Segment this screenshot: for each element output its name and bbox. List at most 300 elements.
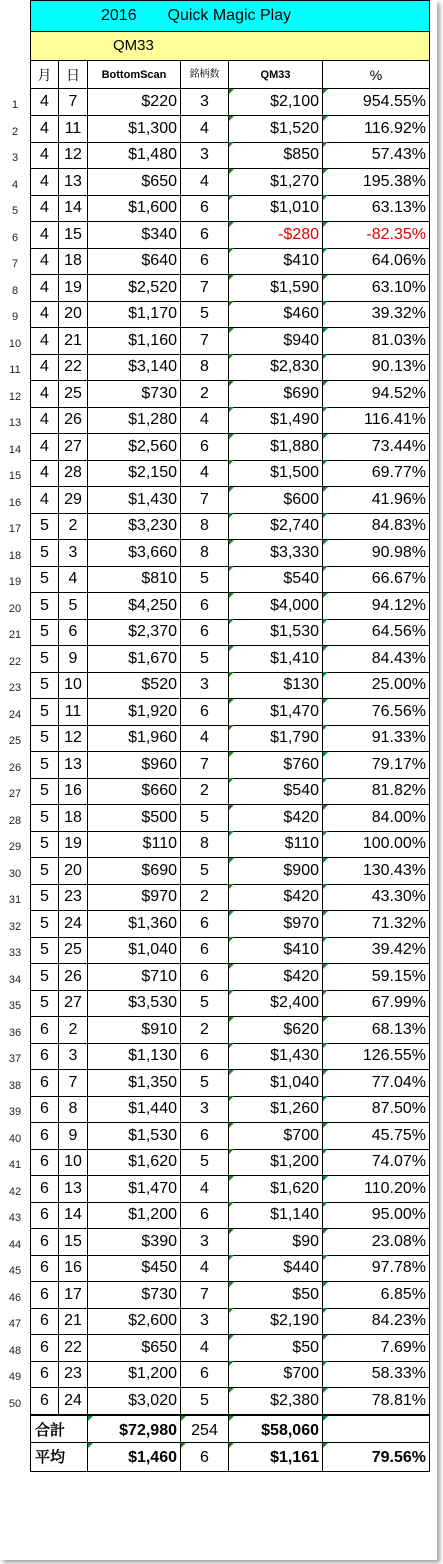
cell-percent[interactable]: 74.07% bbox=[323, 1149, 430, 1176]
cell-bottomscan[interactable]: $690 bbox=[88, 858, 181, 885]
cell-percent[interactable]: 58.33% bbox=[323, 1361, 430, 1388]
cell-bottomscan[interactable]: $640 bbox=[88, 248, 181, 275]
cell-count[interactable]: 7 bbox=[181, 752, 229, 779]
total-row-qm33[interactable]: $58,060 bbox=[229, 1414, 323, 1443]
column-header-bottomscan[interactable]: BottomScan bbox=[88, 61, 181, 89]
cell-percent[interactable]: 39.32% bbox=[323, 301, 430, 328]
cell-qm33[interactable]: $1,430 bbox=[229, 1043, 323, 1070]
cell-month[interactable]: 4 bbox=[30, 460, 59, 487]
cell-qm33[interactable]: $2,380 bbox=[229, 1388, 323, 1415]
cell-day[interactable]: 17 bbox=[59, 1282, 88, 1309]
cell-day[interactable]: 20 bbox=[59, 301, 88, 328]
cell-count[interactable]: 7 bbox=[181, 487, 229, 514]
cell-count[interactable]: 6 bbox=[181, 1123, 229, 1150]
cell-percent[interactable]: 79.17% bbox=[323, 752, 430, 779]
column-header-day[interactable]: 日 bbox=[59, 61, 88, 89]
cell-count[interactable]: 5 bbox=[181, 1149, 229, 1176]
cell-month[interactable]: 5 bbox=[30, 619, 59, 646]
cell-month[interactable]: 4 bbox=[30, 354, 59, 381]
cell-month[interactable]: 6 bbox=[30, 1043, 59, 1070]
cell-bottomscan[interactable]: $970 bbox=[88, 884, 181, 911]
cell-qm33[interactable]: $4,000 bbox=[229, 593, 323, 620]
cell-bottomscan[interactable]: $1,480 bbox=[88, 142, 181, 169]
cell-qm33[interactable]: $1,520 bbox=[229, 116, 323, 143]
cell-percent[interactable]: 95.00% bbox=[323, 1202, 430, 1229]
cell-bottomscan[interactable]: $450 bbox=[88, 1255, 181, 1282]
average-row-label[interactable]: 平均 bbox=[30, 1443, 88, 1472]
cell-qm33[interactable]: $850 bbox=[229, 142, 323, 169]
cell-bottomscan[interactable]: $2,520 bbox=[88, 275, 181, 302]
cell-bottomscan[interactable]: $1,360 bbox=[88, 911, 181, 938]
cell-count[interactable]: 3 bbox=[181, 142, 229, 169]
cell-qm33[interactable]: $1,010 bbox=[229, 195, 323, 222]
cell-bottomscan[interactable]: $810 bbox=[88, 566, 181, 593]
column-header-qm33[interactable]: QM33 bbox=[229, 61, 323, 89]
cell-percent[interactable]: 100.00% bbox=[323, 831, 430, 858]
cell-day[interactable]: 7 bbox=[59, 1070, 88, 1097]
cell-bottomscan[interactable]: $1,530 bbox=[88, 1123, 181, 1150]
cell-count[interactable]: 6 bbox=[181, 195, 229, 222]
cell-day[interactable]: 27 bbox=[59, 990, 88, 1017]
cell-day[interactable]: 10 bbox=[59, 1149, 88, 1176]
cell-month[interactable]: 6 bbox=[30, 1335, 59, 1362]
cell-day[interactable]: 16 bbox=[59, 1255, 88, 1282]
cell-count[interactable]: 6 bbox=[181, 222, 229, 249]
cell-qm33[interactable]: $2,830 bbox=[229, 354, 323, 381]
cell-month[interactable]: 4 bbox=[30, 407, 59, 434]
cell-month[interactable]: 5 bbox=[30, 566, 59, 593]
cell-count[interactable]: 5 bbox=[181, 990, 229, 1017]
cell-month[interactable]: 5 bbox=[30, 805, 59, 832]
cell-month[interactable]: 5 bbox=[30, 593, 59, 620]
cell-day[interactable]: 3 bbox=[59, 1043, 88, 1070]
cell-count[interactable]: 8 bbox=[181, 354, 229, 381]
cell-month[interactable]: 5 bbox=[30, 513, 59, 540]
cell-qm33[interactable]: $1,140 bbox=[229, 1202, 323, 1229]
cell-day[interactable]: 19 bbox=[59, 831, 88, 858]
cell-month[interactable]: 6 bbox=[30, 1017, 59, 1044]
cell-day[interactable]: 15 bbox=[59, 222, 88, 249]
cell-day[interactable]: 16 bbox=[59, 778, 88, 805]
cell-bottomscan[interactable]: $2,150 bbox=[88, 460, 181, 487]
cell-qm33[interactable]: $50 bbox=[229, 1282, 323, 1309]
cell-month[interactable]: 4 bbox=[30, 142, 59, 169]
cell-month[interactable]: 4 bbox=[30, 248, 59, 275]
cell-day[interactable]: 22 bbox=[59, 1335, 88, 1362]
cell-count[interactable]: 3 bbox=[181, 1308, 229, 1335]
cell-count[interactable]: 5 bbox=[181, 1070, 229, 1097]
cell-bottomscan[interactable]: $220 bbox=[88, 89, 181, 116]
cell-count[interactable]: 8 bbox=[181, 831, 229, 858]
cell-day[interactable]: 2 bbox=[59, 513, 88, 540]
cell-bottomscan[interactable]: $730 bbox=[88, 1282, 181, 1309]
column-header-percent[interactable]: % bbox=[323, 61, 430, 89]
cell-percent[interactable]: 68.13% bbox=[323, 1017, 430, 1044]
cell-qm33[interactable]: $90 bbox=[229, 1229, 323, 1256]
cell-count[interactable]: 6 bbox=[181, 964, 229, 991]
cell-day[interactable]: 26 bbox=[59, 964, 88, 991]
cell-percent[interactable]: 84.00% bbox=[323, 805, 430, 832]
cell-bottomscan[interactable]: $2,370 bbox=[88, 619, 181, 646]
cell-bottomscan[interactable]: $1,160 bbox=[88, 328, 181, 355]
cell-day[interactable]: 23 bbox=[59, 884, 88, 911]
cell-day[interactable]: 7 bbox=[59, 89, 88, 116]
cell-percent[interactable]: 110.20% bbox=[323, 1176, 430, 1203]
cell-day[interactable]: 6 bbox=[59, 619, 88, 646]
cell-percent[interactable]: 77.04% bbox=[323, 1070, 430, 1097]
cell-day[interactable]: 2 bbox=[59, 1017, 88, 1044]
cell-count[interactable]: 2 bbox=[181, 1017, 229, 1044]
cell-month[interactable]: 4 bbox=[30, 169, 59, 196]
cell-month[interactable]: 5 bbox=[30, 884, 59, 911]
cell-count[interactable]: 6 bbox=[181, 434, 229, 461]
cell-percent[interactable]: 84.43% bbox=[323, 646, 430, 673]
cell-bottomscan[interactable]: $1,670 bbox=[88, 646, 181, 673]
cell-percent[interactable]: 78.81% bbox=[323, 1388, 430, 1415]
cell-percent[interactable]: 41.96% bbox=[323, 487, 430, 514]
cell-count[interactable]: 5 bbox=[181, 805, 229, 832]
cell-qm33[interactable]: $540 bbox=[229, 778, 323, 805]
cell-bottomscan[interactable]: $3,660 bbox=[88, 540, 181, 567]
cell-percent[interactable]: 116.92% bbox=[323, 116, 430, 143]
cell-qm33[interactable]: $460 bbox=[229, 301, 323, 328]
cell-month[interactable]: 5 bbox=[30, 646, 59, 673]
cell-percent[interactable]: 94.52% bbox=[323, 381, 430, 408]
cell-day[interactable]: 10 bbox=[59, 672, 88, 699]
cell-count[interactable]: 2 bbox=[181, 381, 229, 408]
cell-month[interactable]: 4 bbox=[30, 381, 59, 408]
cell-qm33[interactable]: $2,400 bbox=[229, 990, 323, 1017]
cell-month[interactable]: 5 bbox=[30, 725, 59, 752]
cell-bottomscan[interactable]: $1,920 bbox=[88, 699, 181, 726]
cell-bottomscan[interactable]: $4,250 bbox=[88, 593, 181, 620]
cell-qm33[interactable]: $600 bbox=[229, 487, 323, 514]
cell-day[interactable]: 25 bbox=[59, 937, 88, 964]
cell-day[interactable]: 8 bbox=[59, 1096, 88, 1123]
cell-percent[interactable]: 66.67% bbox=[323, 566, 430, 593]
cell-count[interactable]: 3 bbox=[181, 1229, 229, 1256]
cell-day[interactable]: 21 bbox=[59, 328, 88, 355]
cell-count[interactable]: 5 bbox=[181, 646, 229, 673]
cell-count[interactable]: 4 bbox=[181, 1335, 229, 1362]
cell-count[interactable]: 6 bbox=[181, 619, 229, 646]
cell-qm33[interactable]: $700 bbox=[229, 1361, 323, 1388]
cell-qm33[interactable]: $1,040 bbox=[229, 1070, 323, 1097]
cell-month[interactable]: 4 bbox=[30, 275, 59, 302]
cell-count[interactable]: 3 bbox=[181, 1096, 229, 1123]
cell-qm33[interactable]: $1,790 bbox=[229, 725, 323, 752]
cell-bottomscan[interactable]: $650 bbox=[88, 169, 181, 196]
cell-count[interactable]: 5 bbox=[181, 566, 229, 593]
cell-qm33[interactable]: $690 bbox=[229, 381, 323, 408]
cell-percent[interactable]: 90.13% bbox=[323, 354, 430, 381]
cell-day[interactable]: 29 bbox=[59, 487, 88, 514]
cell-percent[interactable]: 7.69% bbox=[323, 1335, 430, 1362]
cell-count[interactable]: 5 bbox=[181, 301, 229, 328]
cell-day[interactable]: 5 bbox=[59, 593, 88, 620]
cell-month[interactable]: 4 bbox=[30, 195, 59, 222]
cell-month[interactable]: 6 bbox=[30, 1229, 59, 1256]
cell-qm33[interactable]: $3,330 bbox=[229, 540, 323, 567]
cell-count[interactable]: 4 bbox=[181, 460, 229, 487]
cell-month[interactable]: 5 bbox=[30, 964, 59, 991]
cell-qm33[interactable]: $2,740 bbox=[229, 513, 323, 540]
cell-qm33[interactable]: $1,590 bbox=[229, 275, 323, 302]
cell-bottomscan[interactable]: $520 bbox=[88, 672, 181, 699]
cell-qm33[interactable]: $1,620 bbox=[229, 1176, 323, 1203]
cell-month[interactable]: 6 bbox=[30, 1255, 59, 1282]
cell-day[interactable]: 13 bbox=[59, 752, 88, 779]
cell-qm33[interactable]: $420 bbox=[229, 884, 323, 911]
cell-month[interactable]: 4 bbox=[30, 301, 59, 328]
cell-qm33[interactable]: $760 bbox=[229, 752, 323, 779]
cell-percent[interactable]: 81.03% bbox=[323, 328, 430, 355]
cell-month[interactable]: 6 bbox=[30, 1202, 59, 1229]
cell-day[interactable]: 24 bbox=[59, 1388, 88, 1415]
cell-count[interactable]: 7 bbox=[181, 328, 229, 355]
cell-count[interactable]: 4 bbox=[181, 725, 229, 752]
cell-bottomscan[interactable]: $1,200 bbox=[88, 1202, 181, 1229]
cell-month[interactable]: 5 bbox=[30, 540, 59, 567]
cell-bottomscan[interactable]: $1,280 bbox=[88, 407, 181, 434]
cell-count[interactable]: 6 bbox=[181, 1361, 229, 1388]
cell-month[interactable]: 4 bbox=[30, 434, 59, 461]
cell-bottomscan[interactable]: $1,620 bbox=[88, 1149, 181, 1176]
cell-percent[interactable]: 6.85% bbox=[323, 1282, 430, 1309]
cell-qm33[interactable]: $440 bbox=[229, 1255, 323, 1282]
average-row-count[interactable]: 6 bbox=[181, 1443, 229, 1472]
cell-bottomscan[interactable]: $110 bbox=[88, 831, 181, 858]
cell-count[interactable]: 4 bbox=[181, 407, 229, 434]
cell-bottomscan[interactable]: $1,300 bbox=[88, 116, 181, 143]
column-header-month[interactable]: 月 bbox=[30, 61, 59, 89]
title-cell[interactable] bbox=[30, 0, 430, 32]
cell-qm33[interactable]: $1,410 bbox=[229, 646, 323, 673]
cell-bottomscan[interactable]: $1,130 bbox=[88, 1043, 181, 1070]
cell-percent[interactable]: 195.38% bbox=[323, 169, 430, 196]
cell-count[interactable]: 6 bbox=[181, 248, 229, 275]
cell-qm33[interactable]: $1,530 bbox=[229, 619, 323, 646]
cell-percent[interactable]: 94.12% bbox=[323, 593, 430, 620]
cell-qm33[interactable]: $2,100 bbox=[229, 89, 323, 116]
cell-day[interactable]: 27 bbox=[59, 434, 88, 461]
cell-day[interactable]: 20 bbox=[59, 858, 88, 885]
cell-bottomscan[interactable]: $1,350 bbox=[88, 1070, 181, 1097]
cell-month[interactable]: 4 bbox=[30, 116, 59, 143]
cell-bottomscan[interactable]: $1,960 bbox=[88, 725, 181, 752]
cell-count[interactable]: 8 bbox=[181, 540, 229, 567]
cell-count[interactable]: 5 bbox=[181, 858, 229, 885]
cell-month[interactable]: 6 bbox=[30, 1176, 59, 1203]
cell-count[interactable]: 2 bbox=[181, 778, 229, 805]
cell-percent[interactable]: 63.10% bbox=[323, 275, 430, 302]
cell-percent[interactable]: -82.35% bbox=[323, 222, 430, 249]
cell-qm33[interactable]: $420 bbox=[229, 964, 323, 991]
cell-percent[interactable]: 81.82% bbox=[323, 778, 430, 805]
cell-percent[interactable]: 23.08% bbox=[323, 1229, 430, 1256]
cell-bottomscan[interactable]: $1,600 bbox=[88, 195, 181, 222]
cell-percent[interactable]: 126.55% bbox=[323, 1043, 430, 1070]
cell-percent[interactable]: 76.56% bbox=[323, 699, 430, 726]
cell-bottomscan[interactable]: $3,230 bbox=[88, 513, 181, 540]
cell-percent[interactable]: 84.83% bbox=[323, 513, 430, 540]
cell-count[interactable]: 6 bbox=[181, 1043, 229, 1070]
cell-percent[interactable]: 43.30% bbox=[323, 884, 430, 911]
total-row-percent[interactable] bbox=[323, 1414, 430, 1443]
cell-month[interactable]: 6 bbox=[30, 1308, 59, 1335]
cell-count[interactable]: 5 bbox=[181, 1388, 229, 1415]
cell-month[interactable]: 4 bbox=[30, 487, 59, 514]
cell-percent[interactable]: 87.50% bbox=[323, 1096, 430, 1123]
cell-month[interactable]: 5 bbox=[30, 937, 59, 964]
cell-count[interactable]: 3 bbox=[181, 89, 229, 116]
subtitle-cell[interactable] bbox=[30, 32, 430, 61]
cell-percent[interactable]: 45.75% bbox=[323, 1123, 430, 1150]
cell-qm33[interactable]: $410 bbox=[229, 937, 323, 964]
cell-bottomscan[interactable]: $1,040 bbox=[88, 937, 181, 964]
cell-qm33[interactable]: $1,260 bbox=[229, 1096, 323, 1123]
cell-percent[interactable]: 84.23% bbox=[323, 1308, 430, 1335]
cell-count[interactable]: 4 bbox=[181, 1255, 229, 1282]
cell-bottomscan[interactable]: $1,470 bbox=[88, 1176, 181, 1203]
average-row-percent[interactable]: 79.56% bbox=[323, 1443, 430, 1472]
cell-month[interactable]: 6 bbox=[30, 1096, 59, 1123]
cell-qm33[interactable]: $940 bbox=[229, 328, 323, 355]
cell-day[interactable]: 13 bbox=[59, 169, 88, 196]
cell-qm33[interactable]: $2,190 bbox=[229, 1308, 323, 1335]
cell-count[interactable]: 6 bbox=[181, 911, 229, 938]
cell-percent[interactable]: 25.00% bbox=[323, 672, 430, 699]
cell-day[interactable]: 15 bbox=[59, 1229, 88, 1256]
cell-day[interactable]: 3 bbox=[59, 540, 88, 567]
cell-percent[interactable]: 954.55% bbox=[323, 89, 430, 116]
cell-bottomscan[interactable]: $390 bbox=[88, 1229, 181, 1256]
cell-percent[interactable]: 130.43% bbox=[323, 858, 430, 885]
cell-month[interactable]: 6 bbox=[30, 1149, 59, 1176]
cell-qm33[interactable]: $50 bbox=[229, 1335, 323, 1362]
cell-bottomscan[interactable]: $1,440 bbox=[88, 1096, 181, 1123]
cell-bottomscan[interactable]: $3,140 bbox=[88, 354, 181, 381]
total-row-label[interactable]: 合計 bbox=[30, 1414, 88, 1443]
cell-qm33[interactable]: $130 bbox=[229, 672, 323, 699]
cell-count[interactable]: 7 bbox=[181, 1282, 229, 1309]
cell-qm33[interactable]: $700 bbox=[229, 1123, 323, 1150]
cell-month[interactable]: 5 bbox=[30, 911, 59, 938]
cell-percent[interactable]: 97.78% bbox=[323, 1255, 430, 1282]
cell-bottomscan[interactable]: $3,020 bbox=[88, 1388, 181, 1415]
cell-month[interactable]: 4 bbox=[30, 89, 59, 116]
cell-month[interactable]: 5 bbox=[30, 778, 59, 805]
cell-percent[interactable]: 91.33% bbox=[323, 725, 430, 752]
cell-month[interactable]: 6 bbox=[30, 1361, 59, 1388]
cell-month[interactable]: 6 bbox=[30, 1070, 59, 1097]
cell-bottomscan[interactable]: $1,430 bbox=[88, 487, 181, 514]
cell-day[interactable]: 23 bbox=[59, 1361, 88, 1388]
cell-count[interactable]: 6 bbox=[181, 593, 229, 620]
cell-percent[interactable]: 69.77% bbox=[323, 460, 430, 487]
average-row-bottomscan[interactable]: $1,460 bbox=[88, 1443, 181, 1472]
cell-day[interactable]: 12 bbox=[59, 725, 88, 752]
cell-day[interactable]: 11 bbox=[59, 116, 88, 143]
cell-qm33[interactable]: $620 bbox=[229, 1017, 323, 1044]
cell-day[interactable]: 13 bbox=[59, 1176, 88, 1203]
cell-qm33[interactable]: $1,200 bbox=[229, 1149, 323, 1176]
cell-percent[interactable]: 63.13% bbox=[323, 195, 430, 222]
cell-bottomscan[interactable]: $3,530 bbox=[88, 990, 181, 1017]
cell-qm33[interactable]: $420 bbox=[229, 805, 323, 832]
cell-percent[interactable]: 116.41% bbox=[323, 407, 430, 434]
cell-count[interactable]: 4 bbox=[181, 169, 229, 196]
cell-bottomscan[interactable]: $2,560 bbox=[88, 434, 181, 461]
cell-bottomscan[interactable]: $650 bbox=[88, 1335, 181, 1362]
cell-day[interactable]: 28 bbox=[59, 460, 88, 487]
cell-month[interactable]: 5 bbox=[30, 831, 59, 858]
cell-day[interactable]: 26 bbox=[59, 407, 88, 434]
cell-day[interactable]: 19 bbox=[59, 275, 88, 302]
cell-count[interactable]: 7 bbox=[181, 275, 229, 302]
cell-count[interactable]: 6 bbox=[181, 937, 229, 964]
cell-bottomscan[interactable]: $500 bbox=[88, 805, 181, 832]
cell-percent[interactable]: 39.42% bbox=[323, 937, 430, 964]
cell-bottomscan[interactable]: $1,200 bbox=[88, 1361, 181, 1388]
cell-day[interactable]: 9 bbox=[59, 646, 88, 673]
cell-count[interactable]: 4 bbox=[181, 1176, 229, 1203]
cell-day[interactable]: 14 bbox=[59, 1202, 88, 1229]
cell-month[interactable]: 5 bbox=[30, 752, 59, 779]
cell-count[interactable]: 8 bbox=[181, 513, 229, 540]
cell-qm33[interactable]: $970 bbox=[229, 911, 323, 938]
cell-qm33[interactable]: $1,270 bbox=[229, 169, 323, 196]
cell-qm33[interactable]: $1,470 bbox=[229, 699, 323, 726]
cell-month[interactable]: 4 bbox=[30, 328, 59, 355]
cell-percent[interactable]: 73.44% bbox=[323, 434, 430, 461]
cell-bottomscan[interactable]: $910 bbox=[88, 1017, 181, 1044]
cell-day[interactable]: 12 bbox=[59, 142, 88, 169]
cell-count[interactable]: 6 bbox=[181, 699, 229, 726]
cell-qm33[interactable]: $900 bbox=[229, 858, 323, 885]
cell-day[interactable]: 25 bbox=[59, 381, 88, 408]
total-row-bottomscan[interactable]: $72,980 bbox=[88, 1414, 181, 1443]
cell-day[interactable]: 18 bbox=[59, 805, 88, 832]
cell-qm33[interactable]: $110 bbox=[229, 831, 323, 858]
cell-percent[interactable]: 59.15% bbox=[323, 964, 430, 991]
cell-month[interactable]: 6 bbox=[30, 1282, 59, 1309]
cell-day[interactable]: 11 bbox=[59, 699, 88, 726]
cell-percent[interactable]: 64.56% bbox=[323, 619, 430, 646]
cell-month[interactable]: 5 bbox=[30, 990, 59, 1017]
average-row-qm33[interactable]: $1,161 bbox=[229, 1443, 323, 1472]
cell-bottomscan[interactable]: $660 bbox=[88, 778, 181, 805]
cell-bottomscan[interactable]: $2,600 bbox=[88, 1308, 181, 1335]
cell-bottomscan[interactable]: $1,170 bbox=[88, 301, 181, 328]
cell-day[interactable]: 18 bbox=[59, 248, 88, 275]
cell-day[interactable]: 14 bbox=[59, 195, 88, 222]
cell-month[interactable]: 5 bbox=[30, 699, 59, 726]
cell-count[interactable]: 6 bbox=[181, 1202, 229, 1229]
cell-month[interactable]: 6 bbox=[30, 1388, 59, 1415]
cell-count[interactable]: 3 bbox=[181, 672, 229, 699]
cell-month[interactable]: 6 bbox=[30, 1123, 59, 1150]
cell-bottomscan[interactable]: $960 bbox=[88, 752, 181, 779]
cell-day[interactable]: 22 bbox=[59, 354, 88, 381]
cell-qm33[interactable]: $1,500 bbox=[229, 460, 323, 487]
cell-qm33[interactable]: $1,490 bbox=[229, 407, 323, 434]
cell-day[interactable]: 4 bbox=[59, 566, 88, 593]
cell-percent[interactable]: 67.99% bbox=[323, 990, 430, 1017]
cell-day[interactable]: 9 bbox=[59, 1123, 88, 1150]
cell-percent[interactable]: 57.43% bbox=[323, 142, 430, 169]
cell-month[interactable]: 4 bbox=[30, 222, 59, 249]
